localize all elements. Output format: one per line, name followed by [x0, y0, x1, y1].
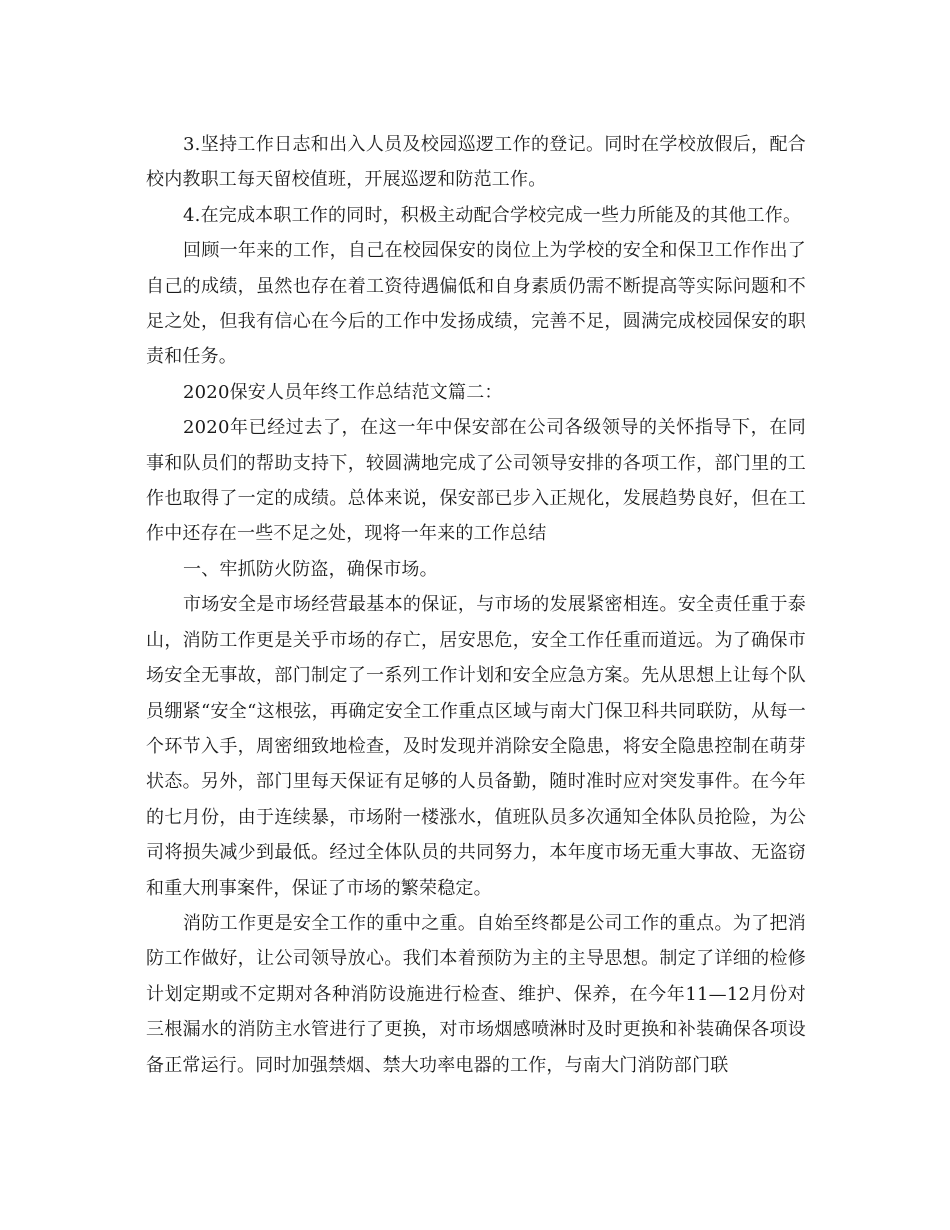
section-title: 2020保安人员年终工作总结范文篇二：	[183, 381, 503, 403]
paragraph-item-4: 4.在完成本职工作的同时，积极主动配合学校完成一些力所能及的其他工作。	[183, 204, 802, 226]
paragraph-fire-safety: 消防工作更是安全工作的重中之重。自始至终都是公司工作的重点。为了把消防工作做好，让公司领导放心。我们本着预防为主的主导思想。制定了详细的检修计划定期或不定期对各种消防设施进行检查、维护、保养，在今年11—12月份对三根漏水的消防主水管进行了更换，对市场烟感喷淋时及时更换和补装确保各项设备正常运行。同时加强禁烟、禁大功率电器的工作，与南大门消防部门联	[146, 912, 806, 1076]
document-body	[146, 127, 806, 1083]
paragraph-item-3: 3.坚持工作日志和出入人员及校园巡逻工作的登记。同时在学校放假后，配合校内教职工每天留校值班，开展巡逻和防范工作。	[146, 134, 806, 191]
paragraph-market-safety: 市场安全是市场经营最基本的保证，与市场的发展紧密相连。安全责任重于泰山，消防工作更是关乎市场的存亡，居安思危，安全工作任重而道远。为了确保市场安全无事故，部门制定了一系列工作计划和安全应急方案。先从思想上让每个队员绷紧“安全“这根弦，再确定安全工作重点区域与南大门保卫科共同联防，从每一个环节入手，周密细致地检查，及时发现并消除安全隐患，将安全隐患控制在萌芽状态。另外，部门里每天保证有足够的人员备勤，随时准时应对突发事件。在今年的七月份，由于连续暴，市场附一楼涨水，值班队员多次通知全体队员抢险，为公司将损失减少到最低。经过全体队员的共同努力，本年度市场无重大事故、无盗窃和重大刑事案件，保证了市场的繁荣稳定。	[146, 594, 806, 899]
paragraph-review: 回顾一年来的工作，自己在校园保安的岗位上为学校的安全和保卫工作作出了自己的成绩，虽然也存在着工资待遇偏低和自身素质仍需不断提高等实际问题和不足之处，但我有信心在今后的工作中发扬成绩，完善不足，圆满完成校园保安的职责和任务。	[146, 240, 806, 368]
paragraph-intro: 2020年已经过去了，在这一年中保安部在公司各级领导的关怀指导下，在同事和队员们的帮助支持下，较圆满地完成了公司领导安排的各项工作，部门里的工作也取得了一定的成绩。总体来说，保安部已步入正规化，发展趋势良好，但在工作中还存在一些不足之处，现将一年来的工作总结	[146, 417, 806, 545]
section-heading: 一、牢抓防火防盗，确保市场。	[183, 558, 438, 580]
